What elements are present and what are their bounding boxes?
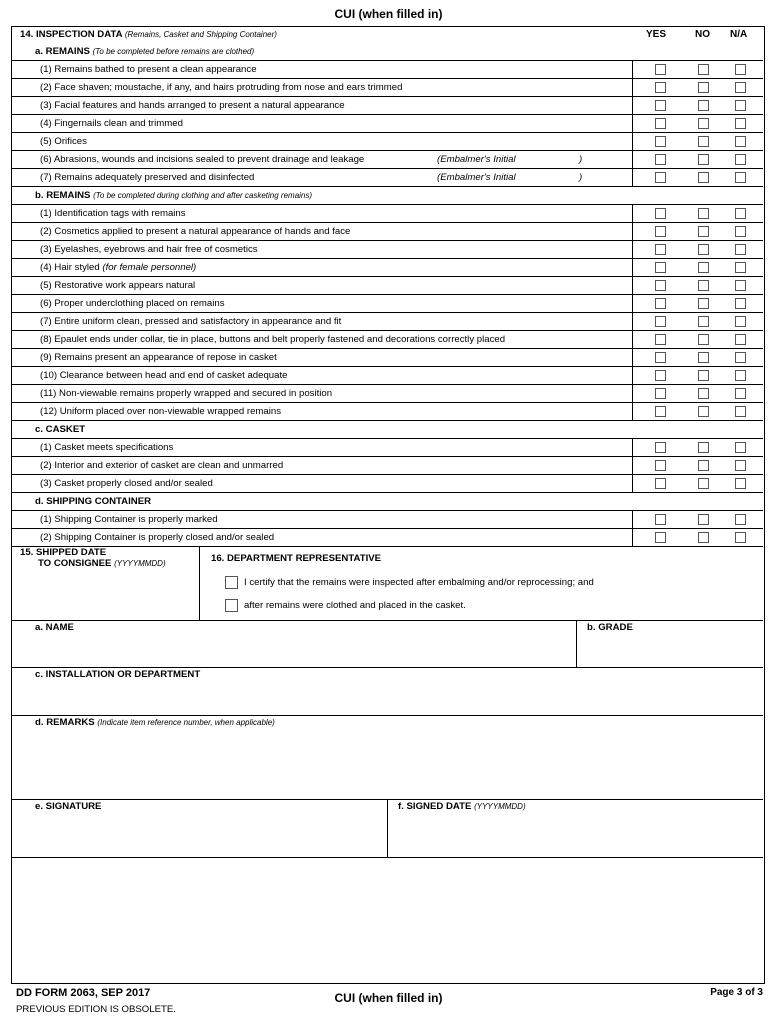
remains-b-item-row[interactable] [12,331,763,349]
cui-banner-top: CUI (when filled in) [334,7,443,21]
remains-b-title-text: b. REMAINS [35,190,91,201]
remains-a-item-text: (1) Remains bathed to present a clean appearance [40,64,257,75]
remains-a-item-row[interactable] [12,79,763,97]
no-checkbox[interactable] [698,388,709,399]
installation-label: c. INSTALLATION OR DEPARTMENT [35,669,201,680]
checkbox-column-divider [632,366,633,385]
remains-a-item-row[interactable] [12,133,763,151]
casket-item-row[interactable] [12,439,763,457]
no-checkbox[interactable] [698,514,709,525]
page-number: Page 3 of 3 [710,987,763,998]
no-checkbox[interactable] [698,442,709,453]
remains-b-item-label [40,295,225,312]
casket-title [35,421,85,438]
form-number: DD FORM 2063, SEP 2017 [16,987,151,999]
remains-b-item-row[interactable] [12,241,763,259]
remains-b-note: (To be completed during clothing and after casketing remains) [93,191,313,200]
certify-clothed-checkbox[interactable] [225,599,238,612]
casket-item-row[interactable] [12,475,763,493]
checkbox-column-divider [632,276,633,295]
na-checkbox[interactable] [735,64,746,75]
remains-a-item-text: (6) Abrasions, wounds and incisions sealed to prevent drainage and leakage [40,154,365,165]
signed-date-label: f. SIGNED DATE [398,801,472,812]
yes-checkbox[interactable] [655,226,666,237]
checkbox-column-divider [632,240,633,259]
no-checkbox[interactable] [698,172,709,183]
certify-inspected-checkbox[interactable] [225,576,238,589]
no-checkbox[interactable] [698,136,709,147]
shipping-container-item-text: (2) Shipping Container is properly closed and/or sealed [40,532,275,543]
no-checkbox[interactable] [698,64,709,75]
no-checkbox[interactable] [698,82,709,93]
na-checkbox[interactable] [735,262,746,273]
checkbox-column-divider [632,78,633,97]
remains-b-item-label [40,277,195,294]
na-checkbox[interactable] [735,388,746,399]
remains-b-item-row[interactable] [12,385,763,403]
shipping-container-item-label [40,529,274,546]
no-checkbox[interactable] [698,154,709,165]
shipped-date-box[interactable] [12,547,200,620]
remains-b-item-text: (8) Epaulet ends under collar, tie in place, buttons and belt properly fastened and decorations correctly placed [40,334,506,345]
na-column-header: N/A [730,29,748,40]
remains-b-item-text: (1) Identification tags with remains [40,208,186,219]
checkbox-column-divider [632,60,633,79]
na-checkbox[interactable] [735,118,746,129]
casket-header-row [12,421,763,439]
casket-item-text: (1) Casket meets specifications [40,442,174,453]
na-checkbox[interactable] [735,352,746,363]
na-checkbox[interactable] [735,370,746,381]
na-checkbox[interactable] [735,136,746,147]
checkbox-column-divider [632,384,633,403]
remains-b-item-text: (11) Non-viewable remains properly wrapped and secured in position [40,388,333,399]
inspection-data-title-text: 14. INSPECTION DATA [20,29,123,40]
yes-checkbox[interactable] [655,208,666,219]
remains-b-item-text: (5) Restorative work appears natural [40,280,196,291]
checkbox-column-divider [632,330,633,349]
signature-field[interactable] [12,800,388,858]
remains-b-header-row [12,187,763,205]
inspection-data-header-row [12,27,763,43]
shipped-and-representative-section [12,547,763,621]
shipping-container-title-text: d. SHIPPING CONTAINER [35,496,152,507]
remains-b-item-row[interactable] [12,313,763,331]
remarks-note: (Indicate item reference number, when applicable) [97,718,275,727]
remains-b-item-label [40,403,281,420]
na-checkbox[interactable] [735,82,746,93]
installation-field[interactable] [12,668,763,716]
yes-checkbox[interactable] [655,514,666,525]
remains-a-item-row[interactable] [12,97,763,115]
remains-b-item-label [40,349,277,366]
grade-label: b. GRADE [587,622,633,633]
no-checkbox[interactable] [698,280,709,291]
remains-b-item-label [40,385,332,402]
yes-checkbox[interactable] [655,370,666,381]
remains-b-item-text: (7) Entire uniform clean, pressed and satisfactory in appearance and fit [40,316,342,327]
remains-b-item-text: (3) Eyelashes, eyebrows and hair free of cosmetics [40,244,258,255]
na-checkbox[interactable] [735,100,746,111]
casket-item-text: (3) Casket properly closed and/or sealed [40,478,213,489]
yes-checkbox[interactable] [655,532,666,543]
remains-a-item-label [40,79,402,96]
remains-b-item-row[interactable] [12,259,763,277]
no-checkbox[interactable] [698,352,709,363]
na-checkbox[interactable] [735,316,746,327]
remains-b-item-label [40,367,287,384]
remains-a-title [35,43,254,60]
remains-b-item-label [40,241,258,258]
remains-b-item-label [40,223,350,240]
signed-date-field[interactable] [388,800,763,858]
embalmer-initial-close: ) [579,172,583,183]
no-checkbox[interactable] [698,370,709,381]
na-checkbox[interactable] [735,208,746,219]
yes-checkbox[interactable] [655,442,666,453]
remains-b-title [35,187,312,204]
form-frame [11,26,765,984]
checkbox-column-divider [632,222,633,241]
no-column-header: NO [695,29,710,40]
shipped-date-label-2: TO CONSIGNEE [38,558,112,569]
remains-b-item-row[interactable] [12,403,763,421]
na-checkbox[interactable] [735,442,746,453]
no-checkbox[interactable] [698,262,709,273]
na-checkbox[interactable] [735,154,746,165]
remarks-label: d. REMARKS [35,717,95,728]
grade-field[interactable] [577,621,763,668]
remains-a-item-text: (3) Facial features and hands arranged to present a natural appearance [40,100,345,111]
remains-b-item-label [40,313,341,330]
remains-a-item-row[interactable] [12,151,763,169]
remains-b-item-label [40,331,505,348]
na-checkbox[interactable] [735,334,746,345]
department-representative-title: 16. DEPARTMENT REPRESENTATIVE [211,553,382,564]
embalmer-initial-label: (Embalmer's Initial [437,172,516,183]
checkbox-column-divider [632,438,633,457]
yes-checkbox[interactable] [655,316,666,327]
casket-item-text: (2) Interior and exterior of casket are clean and unmarred [40,460,284,471]
no-checkbox[interactable] [698,532,709,543]
yes-column-header: YES [646,29,667,40]
no-checkbox[interactable] [698,244,709,255]
yes-checkbox[interactable] [655,118,666,129]
remains-a-item-label [40,151,364,168]
shipping-container-item-row[interactable] [12,511,763,529]
remains-a-item-row[interactable] [12,115,763,133]
no-checkbox[interactable] [698,118,709,129]
yes-checkbox[interactable] [655,136,666,147]
na-checkbox[interactable] [735,532,746,543]
yes-checkbox[interactable] [655,100,666,111]
remains-a-item-text: (2) Face shaven; moustache, if any, and hairs protruding from nose and ears trimmed [40,82,403,93]
no-checkbox[interactable] [698,226,709,237]
na-checkbox[interactable] [735,460,746,471]
checkbox-column-divider [632,402,633,421]
no-checkbox[interactable] [698,460,709,471]
signature-label: e. SIGNATURE [35,801,102,812]
remains-a-header-row [12,43,763,61]
na-checkbox[interactable] [735,478,746,489]
casket-item-label [40,439,173,456]
remains-b-item-label [40,259,196,276]
no-checkbox[interactable] [698,334,709,345]
casket-item-label [40,475,213,492]
remains-b-item-row[interactable] [12,277,763,295]
na-checkbox[interactable] [735,406,746,417]
yes-checkbox[interactable] [655,388,666,399]
remains-a-title-text: a. REMAINS [35,46,90,57]
shipping-container-item-row[interactable] [12,529,763,547]
yes-checkbox[interactable] [655,280,666,291]
yes-checkbox[interactable] [655,172,666,183]
previous-edition-note: PREVIOUS EDITION IS OBSOLETE. [16,1004,176,1015]
na-checkbox[interactable] [735,514,746,525]
name-field[interactable] [12,621,577,668]
remains-b-item-row[interactable] [12,295,763,313]
remains-a-item-label [40,115,183,132]
na-checkbox[interactable] [735,244,746,255]
remains-a-note: (To be completed before remains are clothed) [92,47,255,56]
yes-checkbox[interactable] [655,154,666,165]
yes-checkbox[interactable] [655,298,666,309]
casket-item-row[interactable] [12,457,763,475]
remains-b-item-text: (12) Uniform placed over non-viewable wrapped remains [40,406,282,417]
yes-checkbox[interactable] [655,478,666,489]
checkbox-column-divider [632,150,633,169]
checkbox-column-divider [632,510,633,529]
no-checkbox[interactable] [698,298,709,309]
remains-a-item-row[interactable] [12,61,763,79]
na-checkbox[interactable] [735,172,746,183]
remains-a-item-text: (7) Remains adequately preserved and disinfected [40,172,255,183]
checkbox-column-divider [632,168,633,187]
shipping-container-item-label [40,511,218,528]
na-checkbox[interactable] [735,280,746,291]
yes-checkbox[interactable] [655,82,666,93]
checkbox-column-divider [632,258,633,277]
remains-a-item-text: (4) Fingernails clean and trimmed [40,118,183,129]
remains-b-item-text: (4) Hair styled [40,262,100,273]
no-checkbox[interactable] [698,100,709,111]
yes-checkbox[interactable] [655,64,666,75]
remains-b-item-text: (9) Remains present an appearance of repose in casket [40,352,277,363]
remarks-field[interactable] [12,716,763,800]
shipping-container-title [35,493,151,510]
no-checkbox[interactable] [698,406,709,417]
no-checkbox[interactable] [698,208,709,219]
casket-item-label [40,457,283,474]
remains-a-item-row[interactable] [12,169,763,187]
hair-styled-note: (for female personnel) [102,262,197,273]
remains-b-item-row[interactable] [12,349,763,367]
checkbox-column-divider [632,528,633,547]
remains-a-item-label [40,97,345,114]
certify-inspected-text: I certify that the remains were inspected after embalming and/or reprocessing; and [244,577,594,588]
remains-a-item-label [40,133,87,150]
checkbox-column-divider [632,474,633,493]
no-checkbox[interactable] [698,316,709,327]
na-checkbox[interactable] [735,298,746,309]
shipped-date-format: (YYYYMMDD) [114,559,166,568]
shipping-container-item-text: (1) Shipping Container is properly marked [40,514,218,525]
remains-b-item-row[interactable] [12,367,763,385]
shipped-date-label: 15. SHIPPED DATE [20,547,107,558]
checkbox-column-divider [632,132,633,151]
name-label: a. NAME [35,622,74,633]
checkbox-column-divider [632,96,633,115]
inspection-data-title-note: (Remains, Casket and Shipping Container) [124,30,277,39]
yes-checkbox[interactable] [655,460,666,471]
cui-banner-bottom: CUI (when filled in) [334,991,443,1005]
casket-title-text: c. CASKET [35,424,86,435]
yes-checkbox[interactable] [655,406,666,417]
embalmer-initial-label: (Embalmer's Initial [437,154,516,165]
shipping-container-header-row [12,493,763,511]
remains-a-item-label [40,169,254,186]
checkbox-column-divider [632,294,633,313]
inspection-data-section [12,27,763,547]
remains-a-item-label [40,61,257,78]
embalmer-initial-close: ) [579,154,583,165]
remains-b-item-text: (6) Proper underclothing placed on remains [40,298,225,309]
inspection-data-title [20,27,277,42]
remains-a-item-text: (5) Orifices [40,136,87,147]
yes-checkbox[interactable] [655,244,666,255]
checkbox-column-divider [632,204,633,223]
checkbox-column-divider [632,312,633,331]
checkbox-column-divider [632,456,633,475]
signed-date-format: (YYYYMMDD) [474,802,526,811]
checkbox-column-divider [632,114,633,133]
yes-checkbox[interactable] [655,262,666,273]
remains-b-item-text: (2) Cosmetics applied to present a natural appearance of hands and face [40,226,351,237]
yes-checkbox[interactable] [655,334,666,345]
checkbox-column-divider [632,348,633,367]
yes-checkbox[interactable] [655,352,666,363]
remains-b-item-row[interactable] [12,205,763,223]
na-checkbox[interactable] [735,226,746,237]
remains-b-item-label [40,205,186,222]
no-checkbox[interactable] [698,478,709,489]
certify-clothed-text: after remains were clothed and placed in the casket. [244,600,466,611]
remains-b-item-row[interactable] [12,223,763,241]
remains-b-item-text: (10) Clearance between head and end of casket adequate [40,370,288,381]
